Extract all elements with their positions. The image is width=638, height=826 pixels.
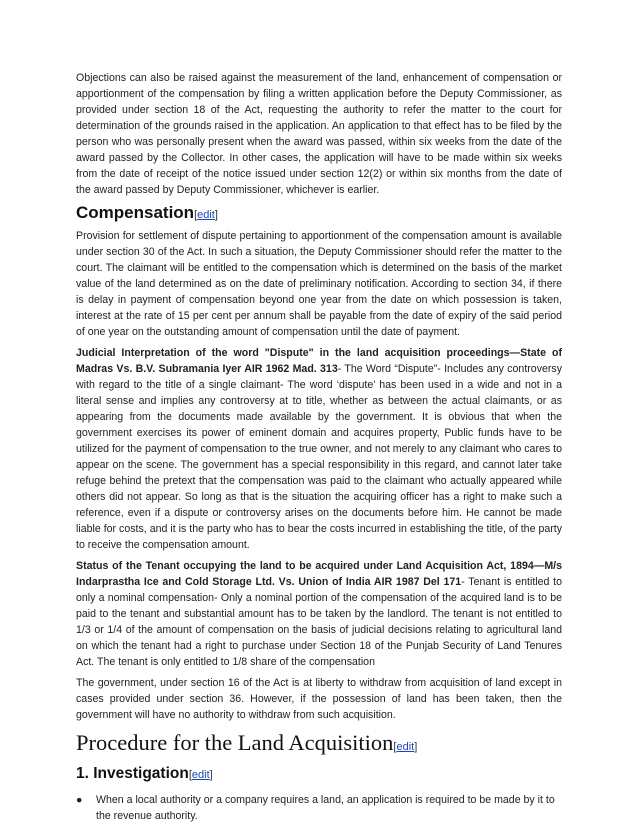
tenant-case-text: - Tenant is entitled to only a nominal compensation- Only a nominal portion of the compensation of the acquired land is to be paid to the tenant and substantial amount has to be taken by the landlord. The tenant is not entitled to 1/3 or 1/4 of the amount of compensation on the basis of judicial decisions relating to agricultural land on which the tenant had a right to purchase under Section 18 of the Punjab Security of Land Tenures Act. The tenant is only entitled to 1/8 share of the compensation <box>76 576 563 668</box>
list-item <box>76 792 562 824</box>
tenant-status-paragraph <box>76 558 562 670</box>
document-page <box>76 70 562 824</box>
investigation-heading-text: 1. Investigation <box>76 765 189 782</box>
bullet-icon: ● <box>76 794 83 806</box>
procedure-heading <box>76 729 562 761</box>
edit-link-compensation[interactable]: [edit] <box>194 209 218 221</box>
investigation-heading <box>76 763 562 786</box>
compensation-paragraph: Provision for settlement of dispute pertaining to apportionment of the compensation amount is available under section 30 of the Act. In such a situation, the Deputy Commissioner should refer the matter to the court. The claimant will be entitled to the compensation which is determined on the basis of the market value of the land determined as on the date of preliminary notification. According to section 34, if there is delay in payment of compensation beyond one year from the date on which possession is taken, interest at the rate of 15 per cent per annum shall be payable from the date of expiry of the said period of one year on the outstanding amount of compensation until the date of payment. <box>76 230 562 338</box>
judicial-case-text: - The Word “Dispute”- Includes any controversy with regard to the title of a single claimant- The word ‘dispute’ has been used in a wide and not in a literal sense and implies any controversy at to title, whether as between the actual claimants, or as appearing from the documents made available by the government. It is obvious that when the government exercises its power of eminent domain and acquires property, Public funds have to be utilized for the payment of compensation to the true owner, and not merely to any claimant who cares to appear on the scene. The government has a special responsibility in this regard, and cannot later take refuge behind the pretext that the compensation was paid to the claimant who actually appeared while others did not appear. So long as that is the situation the acquiring officer has a right to make such a reference, even if a dispute or controversy arises on the documents before him. He cannot be made liable for costs, and it is the party who has to bear the costs incurred in establishing the title, of the party to receive the compensation amount. <box>76 363 562 551</box>
edit-link-procedure[interactable]: [edit] <box>393 741 418 753</box>
tenant-case-title: Status of the Tenant occupying the land to be acquired under Land Acquisition Act, 1894—M/s Indarprastha Ice and Cold Storage Ltd. Vs. Union of India AIR 1987 Del 171 <box>76 560 562 588</box>
judicial-interpretation-paragraph <box>76 345 562 553</box>
procedure-heading-text: Procedure for the Land Acquisition <box>76 730 394 755</box>
government-withdraw-paragraph: The government, under section 16 of the Act is at liberty to withdraw from acquisition of land except in cases provided under section 36. However, if the possession of land has been taken, then the government will have no authority to withdraw from such acquisition. <box>76 677 562 721</box>
edit-link-investigation[interactable]: [edit] <box>188 769 213 781</box>
judicial-case-title: Judicial Interpretation of the word "Dispute" in the land acquisition proceedings—State of Madras Vs. B.V. Subramania Iyer AIR 1962 Mad. 313 <box>76 347 562 375</box>
compensation-heading-text: Compensation <box>76 203 195 222</box>
compensation-heading <box>76 202 562 226</box>
investigation-list <box>76 792 562 824</box>
objections-paragraph: Objections can also be raised against the measurement of the land, enhancement of compensation or apportionment of the compensation by filing a written application before the Deputy Commissioner, as provided under section 18 of the Act, requesting the authority to refer the matter to the court for determination of the grounds raised in the application. An application to that effect has to be filed by the person who was personally present when the award was passed, within six weeks from the date of the award passed by the Collector. In other cases, the application will have to be made within six weeks from the date of receipt of the notice issued under section 12(2) or within six months from the date of the award passed by Deputy Commissioner, whichever is earlier. <box>76 72 562 196</box>
list-item-text: When a local authority or a company requires a land, an application is required to be made by it to the revenue authority. <box>96 794 555 822</box>
